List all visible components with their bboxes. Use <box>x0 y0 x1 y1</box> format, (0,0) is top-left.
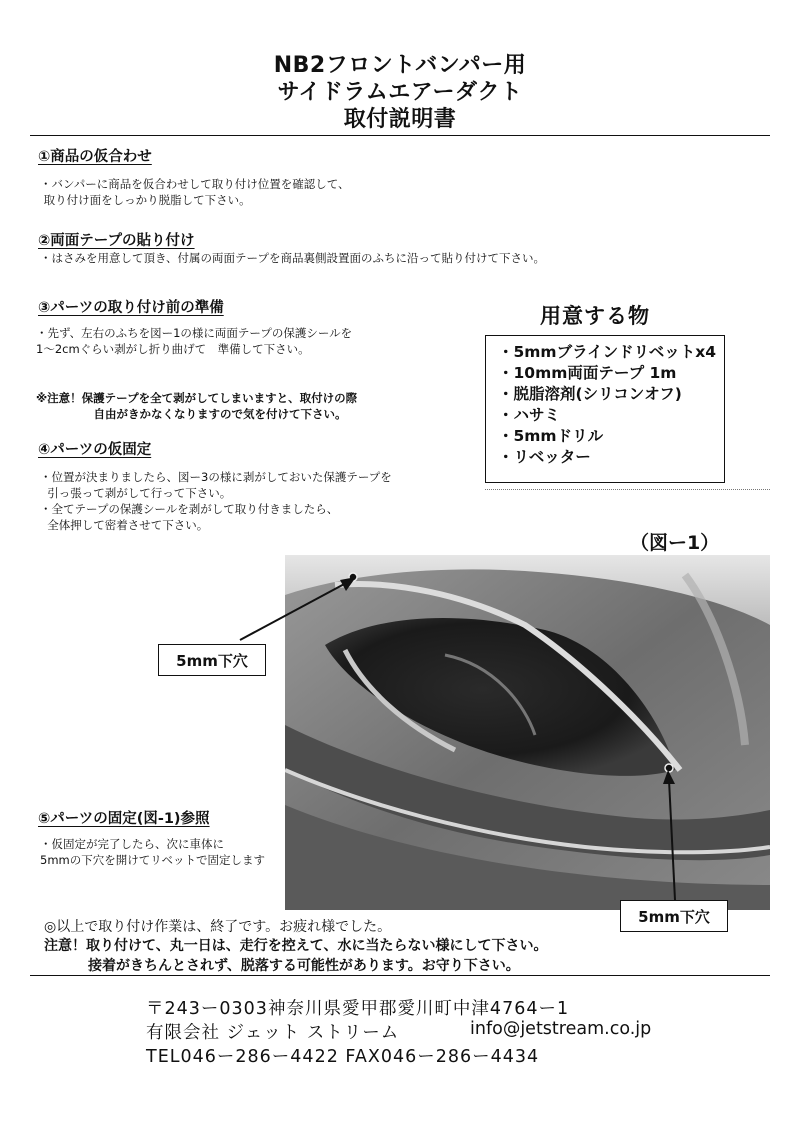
title-line-3: 取付説明書 <box>343 107 457 132</box>
footer-phone-fax: TEL046ー286ー4422 FAX046ー286ー4434 <box>146 1047 540 1067</box>
section-4-body: ・位置が決まりましたら、図ー3の様に剥がしておいた保護テープを 引っ張って剥がして行って下さい。 ・全てテープの保護シールを剥がして取り付きましたら、 全体押して密着させて下さい。 <box>40 470 392 532</box>
footer-divider <box>30 975 770 976</box>
section-3-body: ・先ず、左右のふちを図ー1の様に両面テープの保護シールを 1～2cmぐらい剥がし折り曲げて 準備して下さい。 <box>36 326 353 356</box>
materials-item: ・ハサミ <box>498 406 561 424</box>
closing-line-2: 注意！取り付けて、丸一日は、走行を控えて、水に当たらない様にして下さい。 <box>44 938 548 954</box>
materials-item: ・脱脂溶剤(シリコンオフ) <box>498 385 682 403</box>
materials-item: ・5mmブラインドリベットx4 <box>498 343 717 361</box>
section-5-heading: ⑤パーツの固定(図-1)参照 <box>38 811 210 827</box>
caution-note: ※注意！保護テープを全て剥がしてしまいますと、取付けの際 自由がきかなくなりますので気を付けて下さい。 <box>36 391 358 421</box>
arrow-head-right <box>663 770 675 784</box>
title-line-1: NB2フロントバンパー用 <box>273 53 527 78</box>
title-line-2: サイドラムエアーダクト <box>277 80 523 105</box>
figure-caption: （図ー1） <box>630 532 720 554</box>
materials-title: 用意する物 <box>540 304 650 328</box>
section-1-body: ・バンパーに商品を仮合わせして取り付け位置を確認して、 取り付け面をしっかり脱脂して下さい。 <box>40 177 350 207</box>
section-2-heading: ②両面テープの貼り付け <box>38 233 195 249</box>
section-4-heading: ④パーツの仮固定 <box>38 442 152 458</box>
hole-label-left: 5mm下穴 <box>158 644 266 676</box>
closing-line-3: 接着がきちんとされず、脱落する可能性があります。お守り下さい。 <box>88 958 520 974</box>
section-3-heading: ③パーツの取り付け前の準備 <box>38 300 224 316</box>
section-2-body: ・はさみを用意して頂き、付属の両面テープを商品裏側設置面のふちに沿って貼り付けて下さい。 <box>40 251 545 265</box>
section-5-body: ・仮固定が完了したら、次に車体に 5mmの下穴を開けてリベットで固定します <box>40 837 265 867</box>
arrow-head-left <box>340 577 356 591</box>
materials-item: ・5mmドリル <box>498 427 604 445</box>
footer-address: 〒243ー0303神奈川県愛甲郡愛川町中津4764ー1 <box>146 999 570 1019</box>
hole-label-right: 5mm下穴 <box>620 900 728 932</box>
materials-item: ・リベッター <box>498 448 591 466</box>
closing-line-1: ◎以上で取り付け作業は、終了です。お疲れ様でした。 <box>44 919 392 935</box>
footer-email[interactable]: info@jetstream.co.jp <box>470 1019 652 1039</box>
footer-company: 有限会社 ジェット ストリーム <box>146 1023 400 1043</box>
materials-item: ・10mm両面テープ 1m <box>498 364 677 382</box>
section-1-heading: ①商品の仮合わせ <box>38 149 152 165</box>
